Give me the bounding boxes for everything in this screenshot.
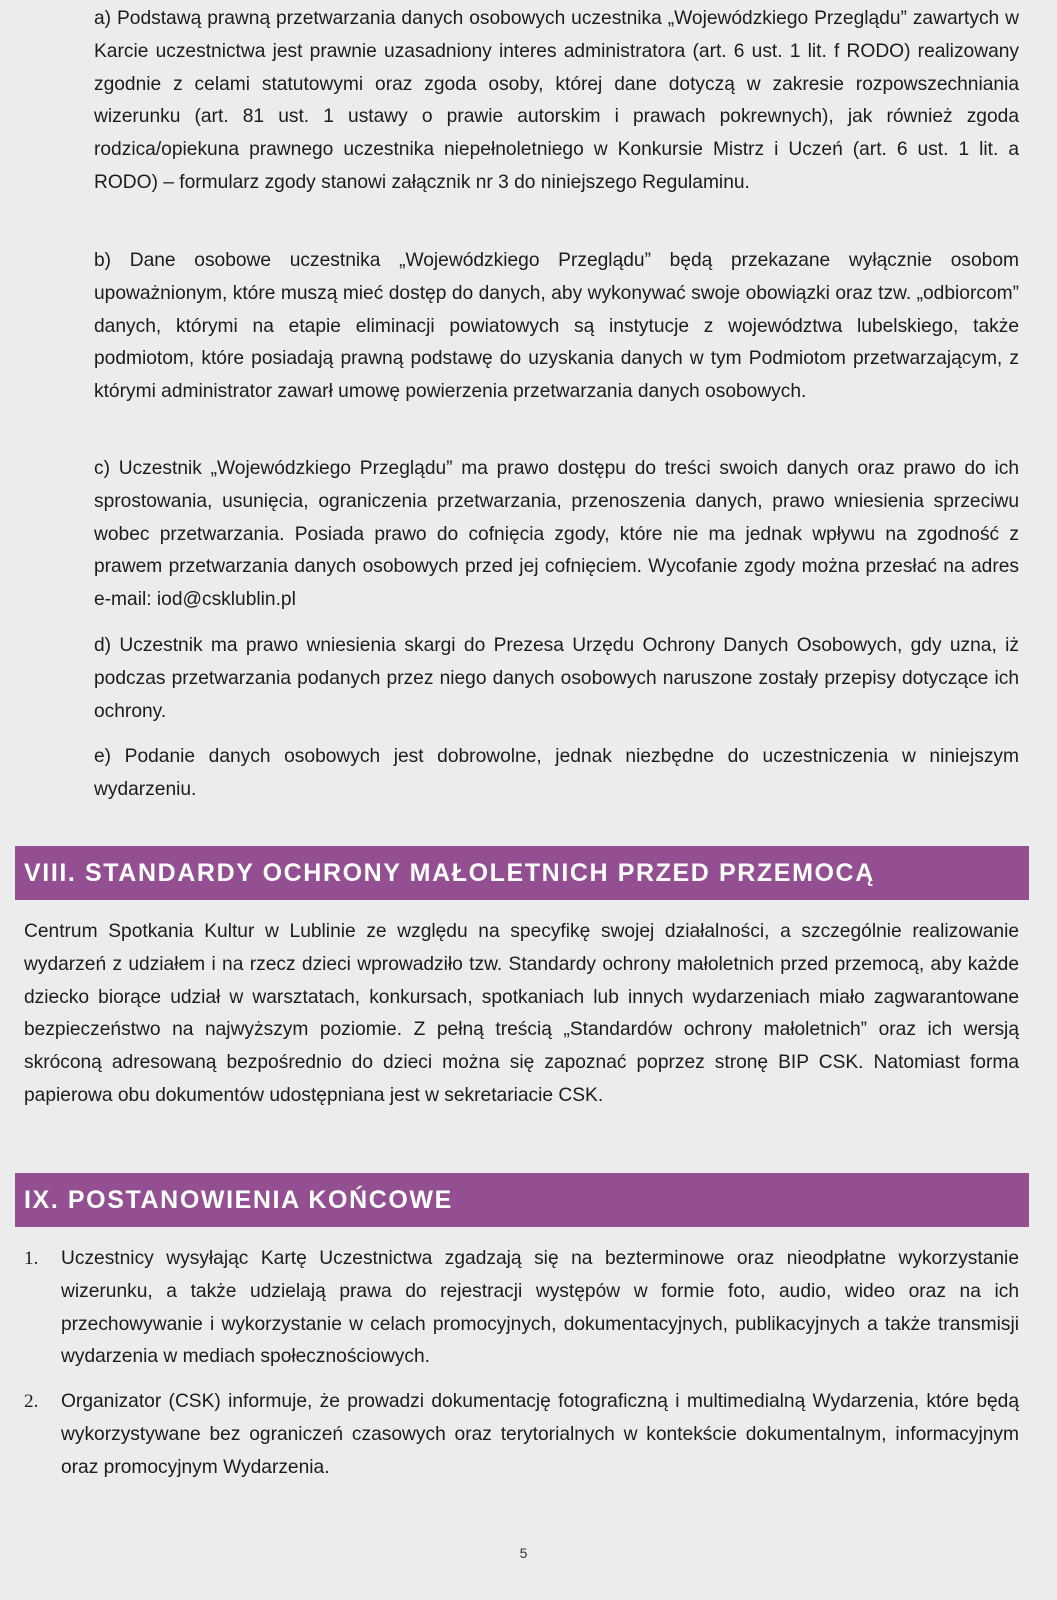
section-ix-header	[15, 1173, 1029, 1227]
section-vii-item-c	[94, 453, 1019, 617]
paragraph-a-text: a) Podstawą prawną przetwarzania danych osobowych uczestnika „Wojewódzkiego Przeglądu” zawartych w Karcie uczestnictwa jest prawnie uzasadniony interes administratora (art. 6 ust. 1 lit. f RODO) realizowany zgodnie z celami statutowymi oraz zgoda osoby, której dane dotyczą w zakresie rozpowszechniania wizerunku (art. 81 ust. 1 ustawy o prawie autorskim i prawach pokrewnych), jak również zgoda rodzica/opiekuna prawnego uczestnika niepełnoletniego w Konkursie Mistrz i Uczeń (art. 6 ust. 1 lit. a RODO) – formularz zgody stanowi załącznik nr 3 do niniejszego Regulaminu.	[94, 8, 1019, 193]
section-vii-item-a	[94, 3, 1019, 200]
page-number: 5	[519, 1545, 528, 1561]
paragraph-c-text: c) Uczestnik „Wojewódzkiego Przeglądu” ma prawo dostępu do treści swoich danych oraz prawo do ich sprostowania, usunięcia, ograniczenia przetwarzania, przenoszenia danych, prawo wniesienia sprzeciwu wobec przetwarzania. Posiada prawo do cofnięcia zgody, które nie ma jednak wpływu na zgodność z prawem przetwarzania danych osobowych przed jej cofnięciem. Wycofanie zgody można przesłać na adres e-mail: iod@csklublin.pl	[94, 458, 1019, 611]
section-ix-item-1	[24, 1243, 1019, 1374]
section-viii-body	[24, 916, 1019, 1113]
paragraph-d-text: d) Uczestnik ma prawo wniesienia skargi do Prezesa Urzędu Ochrony Danych Osobowych, gdy uzna, iż podczas przetwarzania podanych przez niego danych osobowych naruszone zostały przepisy dotyczące ich ochrony.	[94, 635, 1019, 722]
section-vii-item-d	[94, 630, 1019, 728]
section-ix-item-2	[24, 1386, 1019, 1484]
list-number: 1.	[24, 1248, 39, 1269]
section-viii-title: VIII. STANDARDY OCHRONY MAŁOLETNICH PRZED PRZEMOCĄ	[24, 859, 875, 887]
paragraph-e-text: e) Podanie danych osobowych jest dobrowolne, jednak niezbędne do uczestniczenia w niniejszym wydarzeniu.	[94, 746, 1019, 800]
section-ix-title: IX. POSTANOWIENIA KOŃCOWE	[24, 1186, 453, 1214]
section-viii-header	[15, 846, 1029, 900]
list-number: 2.	[24, 1391, 39, 1412]
list-item-text: Organizator (CSK) informuje, że prowadzi dokumentację fotograficzną i multimedialną Wydarzenia, które będą wykorzystywane bez ograniczeń czasowych oraz terytorialnych w kontekście dokumentalnym, informacyjnym oraz promocyjnym Wydarzenia.	[61, 1391, 1019, 1478]
section-vii-item-b	[94, 245, 1019, 409]
paragraph-b-text: b) Dane osobowe uczestnika „Wojewódzkiego Przeglądu” będą przekazane wyłącznie osobom upoważnionym, które muszą mieć dostęp do danych, aby wykonywać swoje obowiązki oraz tzw. „odbiorcom” danych, którymi na etapie eliminacji powiatowych są instytucje z województwa lubelskiego, także podmiotom, które posiadają prawną podstawę do uzyskania danych w tym Podmiotom przetwarzającym, z którymi administrator zawarł umowę powierzenia przetwarzania danych osobowych.	[94, 250, 1019, 403]
list-item-text: Uczestnicy wysyłając Kartę Uczestnictwa zgadzają się na bezterminowe oraz nieodpłatne wykorzystanie wizerunku, a także udzielają prawa do rejestracji występów w formie foto, audio, wideo oraz na ich przechowywanie i wykorzystanie w celach promocyjnych, dokumentacyjnych, publikacyjnych a także transmisji wydarzenia w mediach społecznościowych.	[61, 1248, 1019, 1368]
section-vii-item-e	[94, 741, 1019, 807]
section-viii-text: Centrum Spotkania Kultur w Lublinie ze względu na specyfikę swojej działalności, a szczególnie realizowanie wydarzeń z udziałem i na rzecz dzieci wprowadziło tzw. Standardy ochrony małoletnich przed przemocą, aby każde dziecko biorące udział w warsztatach, konkursach, spotkaniach lub innych wydarzeniach miało zagwarantowane bezpieczeństwo na najwyższym poziomie. Z pełną treścią „Standardów ochrony małoletnich” oraz ich wersją skróconą adresowaną bezpośrednio do dzieci można się zapoznać poprzez stronę BIP CSK. Natomiast forma papierowa obu dokumentów udostępniana jest w sekretariacie CSK.	[24, 921, 1019, 1106]
